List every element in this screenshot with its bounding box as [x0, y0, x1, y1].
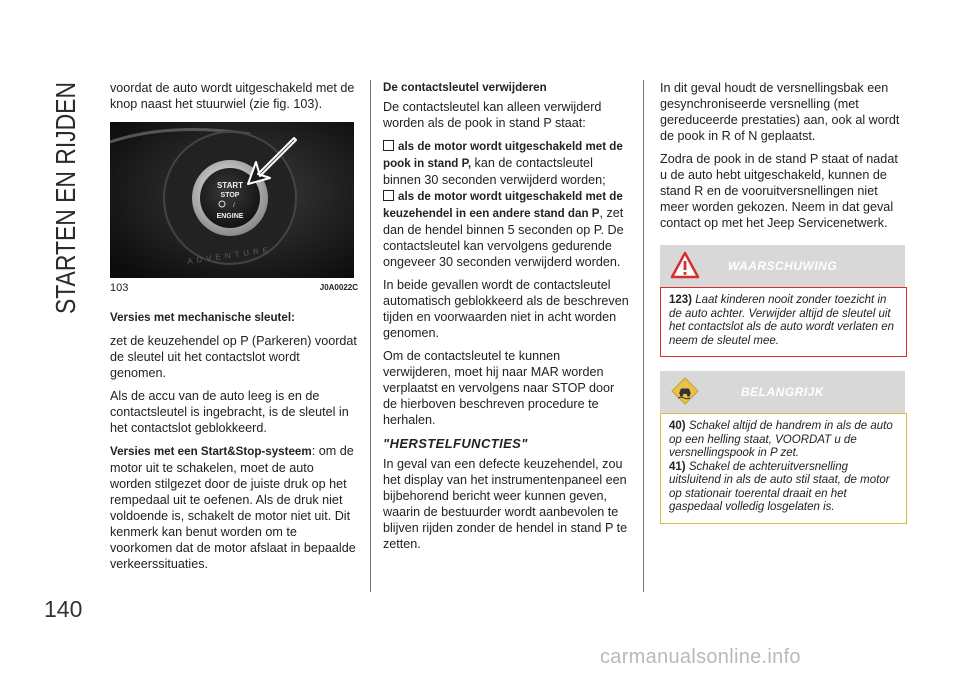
list-item-1: [383, 138, 629, 188]
important-text-41: Schakel de achteruitversnelling uitsluitend in als de auto stil staat, de motor op stationair toerental draait en het gaspedaal volledig losgelaten is.: [669, 460, 890, 513]
paragraph-park: Zodra de pook in de stand P staat of nadat u de auto hebt uitgeschakeld, kunnen de stand R en de vooruitversnellingen niet meer worden gekozen. Neem in dat geval contact op met het Jeep Servicenetwerk.: [660, 152, 898, 230]
checkbox-bullet-icon: [383, 140, 394, 151]
list-item-2-text: , zet dan de hendel binnen 5 seconden op P. De contactsleutel kan vervolgens gedurende ongeveer 30 seconden verwijderd worden.: [383, 206, 624, 269]
watermark: carmanualsonline.info: [600, 646, 801, 668]
warning-block: [660, 245, 905, 357]
section-title-recovery: "HERSTELFUNCTIES": [383, 436, 528, 451]
important-header: [660, 371, 905, 413]
column-divider-2: [643, 80, 644, 592]
button-label-start: START: [216, 181, 244, 190]
warning-header: [660, 245, 905, 287]
checkbox-bullet-icon: [383, 190, 394, 201]
warning-title: WAARSCHUWING: [727, 259, 838, 273]
important-text-40: Schakel altijd de handrem in als de auto op een helling staat, VOORDAT u de versnellingspook in P zet.: [669, 420, 893, 459]
warning-box: [660, 287, 907, 357]
list-item-2: [383, 188, 629, 270]
figure-code: J0A0022C: [319, 283, 358, 292]
heading-mechanical-key: Versies met mechanische sleutel:: [110, 311, 295, 324]
warning-note: [669, 294, 898, 348]
important-number-40: 40): [669, 420, 686, 432]
list-item-1-text: kan de contactsleutel binnen 30 seconden verwijderd worden;: [383, 156, 606, 187]
figure-103: [110, 122, 354, 278]
column-1: [110, 80, 358, 579]
paragraph-mechanical-key: zet de keuzehendel op P (Parkeren) voordat de sleutel uit het contactslot wordt genomen.: [110, 334, 357, 380]
heading-start-stop: Versies met een Start&Stop-systeem: [110, 445, 312, 458]
paragraph-gearbox: In dit geval houdt de versnellingsbak een gesynchroniseerde versnelling (met gereduceerde prestaties) aan, ook al wordt de pook in R of N geplaatst.: [660, 81, 900, 143]
warning-number: 123): [669, 294, 693, 306]
important-number-41: 41): [669, 460, 686, 473]
warning-text: Laat kinderen nooit zonder toezicht in de auto achter. Verwijder altijd de sleutel uit het contactslot als de auto wordt verlaten en neem de sleutel mee.: [669, 294, 895, 347]
important-title: BELANGRIJK: [740, 385, 824, 399]
button-label-stop: STOP: [220, 192, 240, 199]
paragraph-blocked: In beide gevallen wordt de contactsleutel automatisch geblokkeerd als de beschreven tijden en voorwaarden niet in acht worden genomen.: [383, 278, 629, 340]
list-item-1-bold: als de motor wordt uitgeschakeld met de pook in stand P,: [383, 140, 623, 170]
column-2: [383, 80, 629, 559]
important-note-41: [669, 461, 898, 515]
intro-paragraph: voordat de auto wordt uitgeschakeld met de knop naast het stuurwiel (zie fig. 103).: [110, 81, 355, 111]
heading-remove-key: De contactsleutel verwijderen: [383, 81, 547, 94]
svg-text:/: /: [233, 203, 235, 209]
warning-triangle-icon: [670, 250, 700, 280]
chapter-title-text: STARTEN EN RIJDEN: [50, 82, 81, 314]
text-start-stop: : om de motor uit te schakelen, moet de auto worden stilgezet door de juiste druk op het rempedaal uit te oefenen. Als de druk niet voldoende is, schakelt de motor niet uit. Dit kenmerk kan benut worden om te voorkomen dat de motor afslaat in bepaalde verkeerssituaties.: [110, 444, 356, 571]
button-label-engine: ENGINE: [216, 213, 244, 220]
paragraph-start-stop: [110, 443, 358, 572]
column-3: [660, 80, 905, 524]
chapter-title-vertical: [44, 82, 84, 314]
figure-caption: [110, 280, 358, 296]
paragraph-recovery: In geval van een defecte keuzehendel, zou het display van het instrumentenpaneel een bijbehorend bericht weer kunnen geven, waarin de bestuurder wordt aanbevolen te blijven rijden zonder de hendel in stand P te zetten.: [383, 457, 628, 551]
important-block: [660, 371, 905, 524]
column-divider-1: [370, 80, 371, 592]
figure-number: 103: [110, 282, 129, 294]
list-item-2-bold: als de motor wordt uitgeschakeld met de keuzehendel in een andere stand dan P: [383, 190, 623, 220]
important-note-40: [669, 420, 898, 461]
important-box: [660, 413, 907, 524]
paragraph-retry: Om de contactsleutel te kunnen verwijderen, moet hij naar MAR worden verplaatst en vervolgens naar STOP door de hierboven beschreven procedure te herhalen.: [383, 349, 615, 427]
ring-engraving: ADVENTURE: [186, 245, 273, 266]
page-number: 140: [44, 596, 83, 622]
paragraph-remove-key: De contactsleutel kan alleen verwijderd worden als de pook in stand P staat:: [383, 100, 602, 130]
paragraph-battery: Als de accu van de auto leeg is en de contactsleutel is ingebracht, is de sleutel in het contactslot geblokkeerd.: [110, 389, 349, 435]
car-caution-icon: [670, 376, 700, 406]
